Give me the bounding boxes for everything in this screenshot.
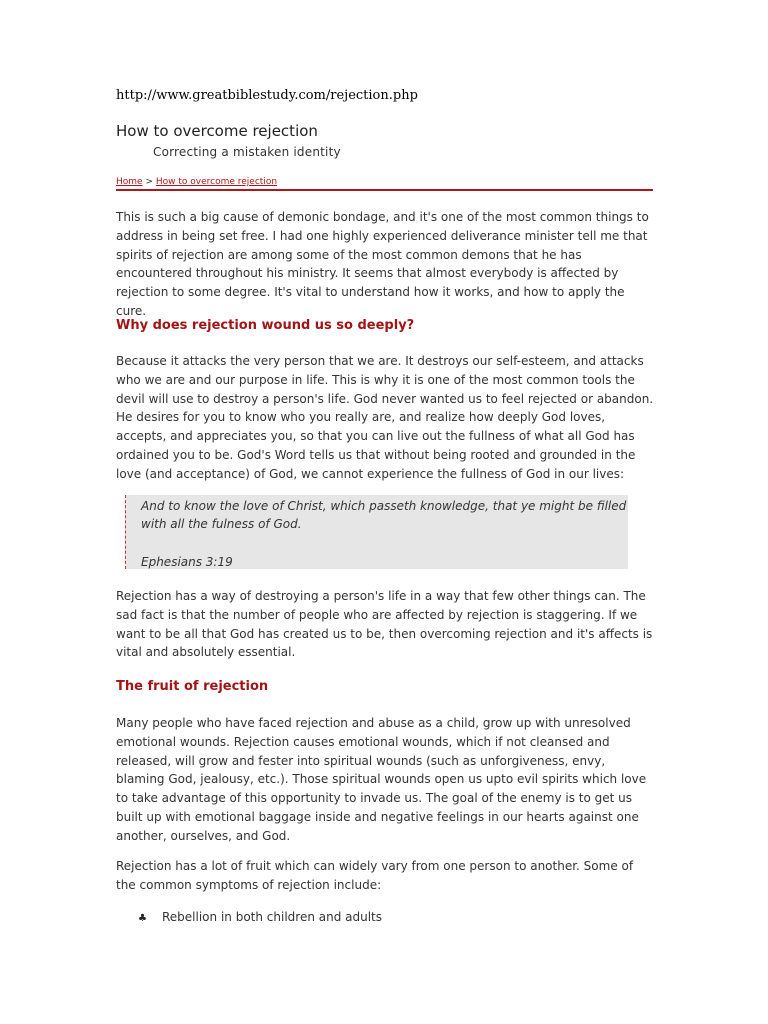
- intro-paragraph: This is such a big cause of demonic bondage, and it's one of the most common things to address in being set free. I had one highly experienced deliverance minister tell me that spirits of rejection are among some of the most common demons that he has encountered throughout his ministry. It seems that almost everybody is affected by rejection to some degree. It's vital to understand how it works, and how to apply the cure.: [116, 210, 649, 318]
- breadcrumb-current-link[interactable]: How to overcome rejection: [155, 177, 278, 187]
- breadcrumb-home-link[interactable]: Home: [116, 177, 143, 187]
- section1-paragraph-1: Because it attacks the very person that we are. It destroys our self-esteem, and attacks who we are and our purpose in life. This is why it is one of the most common tools the devil will use to destroy a person's life. God never wanted us to feel rejected or abandon. He desires for you to know who you really are, and realize how deeply God loves, accepts, and appreciates you, so that you can live out the fullness of what all God has ordained you to be. God's Word tells us that without being rooted and grounded in the love (and acceptance) of God, we cannot experience the fullness of God in our lives:: [116, 354, 654, 481]
- quote-text: And to know the love of Christ, which passeth knowledge, that ye might be filled with all the fulness of God.: [141, 499, 627, 531]
- breadcrumb-separator: >: [145, 177, 153, 187]
- club-bullet-icon: ♣: [138, 913, 147, 924]
- page-title: How to overcome rejection: [116, 122, 318, 140]
- section-heading-fruit: The fruit of rejection: [116, 679, 269, 694]
- section1-paragraph-2: Rejection has a way of destroying a person's life in a way that few other things can. The sad fact is that the number of people who are affected by rejection is staggering. If we want to be all that God has created us to be, then overcoming rejection and it's affects is vital and absolutely essential.: [116, 589, 653, 660]
- section2-paragraph-1: Many people who have faced rejection and abuse as a child, grow up with unresolved emotional wounds. Rejection causes emotional wounds, which if not cleansed and released, will grow and fester into spiritual wounds (such as unforgiveness, envy, blaming God, jealousy, etc.). Those spiritual wounds open us upto evil spirits which love to take advantage of this opportunity to invade us. The goal of the enemy is to get us built up with emotional baggage inside and negative feelings in our hearts against one another, ourselves, and God.: [116, 716, 647, 843]
- page-subtitle: Correcting a mistaken identity: [153, 145, 341, 159]
- list-item-text: Rebellion in both children and adults: [162, 910, 383, 924]
- section-heading-why: Why does rejection wound us so deeply?: [116, 318, 415, 333]
- breadcrumb: [116, 177, 653, 191]
- section2-paragraph-2: Rejection has a lot of fruit which can widely vary from one person to another. Some of the common symptoms of rejection include:: [116, 859, 634, 892]
- scripture-quote: [125, 495, 628, 569]
- source-url: http://www.greatbiblestudy.com/rejection.php: [116, 88, 418, 103]
- list-item: [138, 910, 382, 924]
- quote-reference: Ephesians 3:19: [141, 555, 233, 569]
